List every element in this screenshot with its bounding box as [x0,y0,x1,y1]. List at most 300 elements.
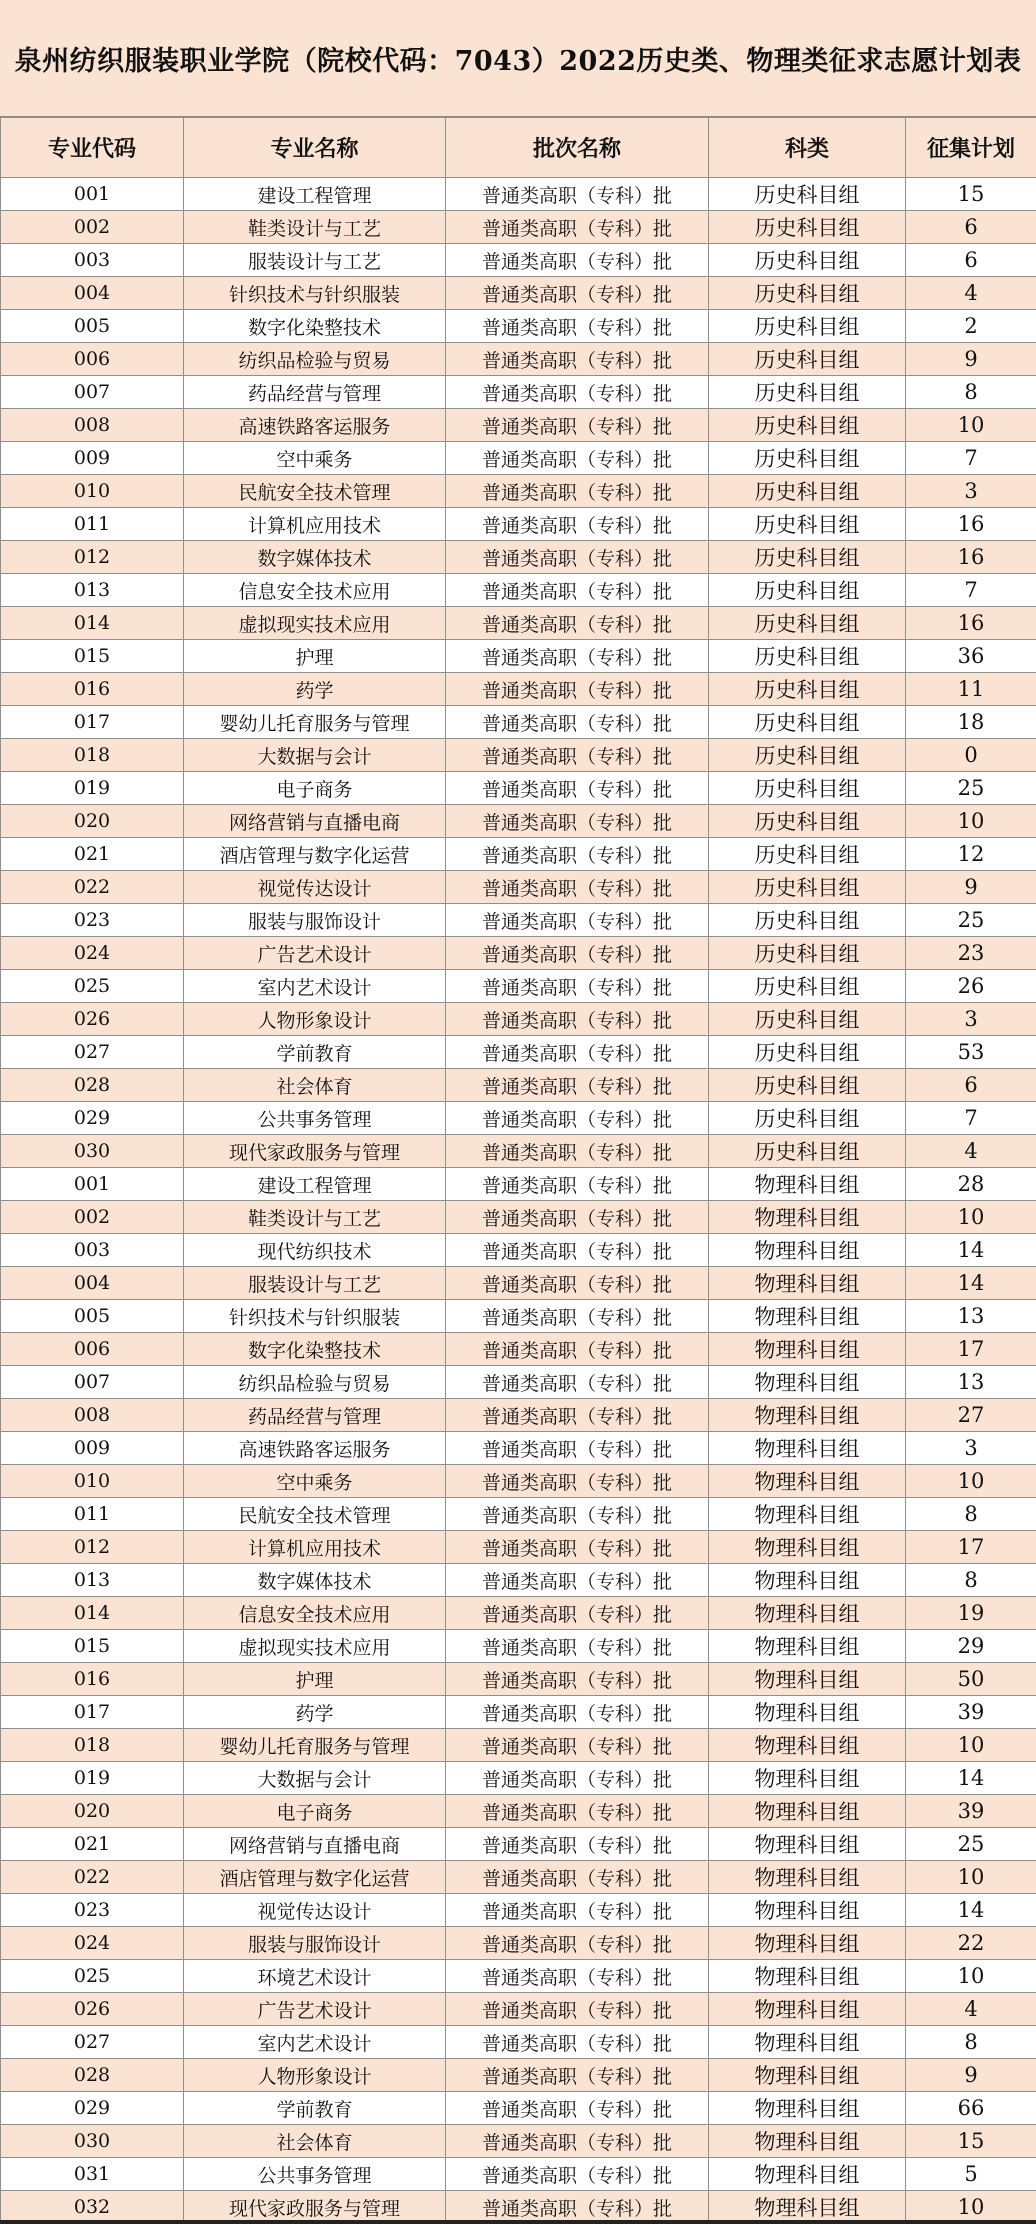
major-code-cell: 016 [1,1663,184,1696]
subject-category-cell: 物理科目组 [709,1168,906,1201]
major-name-cell: 服装设计与工艺 [184,1267,446,1300]
major-code-cell: 016 [1,673,184,706]
major-name-cell: 室内艺术设计 [184,2026,446,2059]
major-code-cell: 028 [1,2059,184,2092]
batch-name-cell: 普通类高职（专科）批 [446,1399,709,1432]
table-row [1,1894,1036,1927]
recruit-plan-cell: 53 [906,1036,1036,1069]
batch-name-cell: 普通类高职（专科）批 [446,376,709,409]
major-code-cell: 025 [1,1960,184,1993]
recruit-plan-cell: 50 [906,1663,1036,1696]
major-code-cell: 006 [1,343,184,376]
batch-name-cell: 普通类高职（专科）批 [446,937,709,970]
table-row [1,244,1036,277]
major-name-cell: 数字媒体技术 [184,541,446,574]
table-row [1,871,1036,904]
recruit-plan-cell: 29 [906,1630,1036,1663]
major-code-cell: 013 [1,574,184,607]
batch-name-cell: 普通类高职（专科）批 [446,1498,709,1531]
batch-name-cell: 普通类高职（专科）批 [446,1696,709,1729]
major-name-cell: 视觉传达设计 [184,871,446,904]
table-row [1,1267,1036,1300]
major-code-cell: 005 [1,310,184,343]
table-row [1,211,1036,244]
major-name-cell: 现代家政服务与管理 [184,1135,446,1168]
batch-name-cell: 普通类高职（专科）批 [446,1564,709,1597]
recruit-plan-cell: 14 [906,1894,1036,1927]
major-name-cell: 民航安全技术管理 [184,1498,446,1531]
subject-category-cell: 历史科目组 [709,706,906,739]
table-row [1,1960,1036,1993]
subject-category-cell: 物理科目组 [709,2125,906,2158]
major-name-cell: 高速铁路客运服务 [184,1432,446,1465]
table-row [1,2059,1036,2092]
batch-name-cell: 普通类高职（专科）批 [446,1168,709,1201]
recruit-plan-cell: 25 [906,1828,1036,1861]
table-row [1,1927,1036,1960]
recruit-plan-cell: 8 [906,1498,1036,1531]
recruit-plan-cell: 27 [906,1399,1036,1432]
major-code-cell: 017 [1,706,184,739]
batch-name-cell: 普通类高职（专科）批 [446,1036,709,1069]
table-row [1,409,1036,442]
recruit-plan-cell: 66 [906,2092,1036,2125]
major-code-cell: 003 [1,1234,184,1267]
recruit-plan-cell: 6 [906,1069,1036,1102]
recruit-plan-cell: 4 [906,277,1036,310]
batch-name-cell: 普通类高职（专科）批 [446,1135,709,1168]
major-name-cell: 信息安全技术应用 [184,1597,446,1630]
subject-category-cell: 历史科目组 [709,244,906,277]
batch-name-cell: 普通类高职（专科）批 [446,1432,709,1465]
recruit-plan-cell: 18 [906,706,1036,739]
batch-name-cell: 普通类高职（专科）批 [446,409,709,442]
major-code-cell: 023 [1,904,184,937]
recruit-plan-cell: 8 [906,2026,1036,2059]
table-header [1,118,1036,178]
major-name-cell: 电子商务 [184,1795,446,1828]
subject-category-cell: 历史科目组 [709,343,906,376]
major-code-cell: 029 [1,2092,184,2125]
recruit-plan-cell: 10 [906,1465,1036,1498]
batch-name-cell: 普通类高职（专科）批 [446,1828,709,1861]
batch-name-cell: 普通类高职（专科）批 [446,1300,709,1333]
batch-name-cell: 普通类高职（专科）批 [446,442,709,475]
recruit-plan-cell: 23 [906,937,1036,970]
batch-name-cell: 普通类高职（专科）批 [446,343,709,376]
major-name-cell: 服装设计与工艺 [184,244,446,277]
subject-category-cell: 物理科目组 [709,1960,906,1993]
batch-name-cell: 普通类高职（专科）批 [446,640,709,673]
major-name-cell: 高速铁路客运服务 [184,409,446,442]
plan-table [0,117,1036,2224]
batch-name-cell: 普通类高职（专科）批 [446,1201,709,1234]
major-code-cell: 024 [1,937,184,970]
major-name-cell: 环境艺术设计 [184,1960,446,1993]
header-batch-name: 批次名称 [446,118,709,178]
subject-category-cell: 历史科目组 [709,772,906,805]
recruit-plan-cell: 39 [906,1795,1036,1828]
recruit-plan-cell: 14 [906,1234,1036,1267]
subject-category-cell: 历史科目组 [709,508,906,541]
major-name-cell: 人物形象设计 [184,2059,446,2092]
major-code-cell: 014 [1,1597,184,1630]
table-row [1,673,1036,706]
table-row [1,310,1036,343]
table-row [1,1102,1036,1135]
table-row [1,1234,1036,1267]
batch-name-cell: 普通类高职（专科）批 [446,1762,709,1795]
subject-category-cell: 物理科目组 [709,1729,906,1762]
batch-name-cell: 普通类高职（专科）批 [446,970,709,1003]
major-code-cell: 009 [1,1432,184,1465]
major-code-cell: 027 [1,2026,184,2059]
table-row [1,1168,1036,1201]
major-code-cell: 012 [1,541,184,574]
recruit-plan-cell: 2 [906,310,1036,343]
major-name-cell: 纺织品检验与贸易 [184,1366,446,1399]
table-row [1,772,1036,805]
major-name-cell: 建设工程管理 [184,1168,446,1201]
table-row [1,1201,1036,1234]
recruit-plan-cell: 15 [906,178,1036,211]
batch-name-cell: 普通类高职（专科）批 [446,1927,709,1960]
major-code-cell: 001 [1,178,184,211]
major-name-cell: 数字化染整技术 [184,1333,446,1366]
major-code-cell: 030 [1,2125,184,2158]
recruit-plan-cell: 11 [906,673,1036,706]
subject-category-cell: 物理科目组 [709,1894,906,1927]
major-name-cell: 民航安全技术管理 [184,475,446,508]
major-name-cell: 空中乘务 [184,1465,446,1498]
subject-category-cell: 历史科目组 [709,178,906,211]
recruit-plan-cell: 9 [906,2059,1036,2092]
major-code-cell: 022 [1,871,184,904]
header-row [1,118,1036,178]
batch-name-cell: 普通类高职（专科）批 [446,574,709,607]
table-row [1,970,1036,1003]
major-code-cell: 032 [1,2191,184,2224]
subject-category-cell: 历史科目组 [709,475,906,508]
recruit-plan-cell: 12 [906,838,1036,871]
subject-category-cell: 物理科目组 [709,1861,906,1894]
recruit-plan-cell: 6 [906,244,1036,277]
table-row [1,376,1036,409]
major-code-cell: 022 [1,1861,184,1894]
major-name-cell: 学前教育 [184,1036,446,1069]
subject-category-cell: 物理科目组 [709,1828,906,1861]
table-row [1,937,1036,970]
recruit-plan-cell: 10 [906,1861,1036,1894]
recruit-plan-cell: 17 [906,1333,1036,1366]
major-code-cell: 018 [1,739,184,772]
major-code-cell: 026 [1,1993,184,2026]
subject-category-cell: 历史科目组 [709,1069,906,1102]
major-code-cell: 031 [1,2158,184,2191]
batch-name-cell: 普通类高职（专科）批 [446,508,709,541]
recruit-plan-cell: 10 [906,409,1036,442]
batch-name-cell: 普通类高职（专科）批 [446,904,709,937]
header-major-name: 专业名称 [184,118,446,178]
major-name-cell: 针织技术与针织服装 [184,1300,446,1333]
batch-name-cell: 普通类高职（专科）批 [446,2158,709,2191]
subject-category-cell: 历史科目组 [709,739,906,772]
header-subject-category: 科类 [709,118,906,178]
major-code-cell: 013 [1,1564,184,1597]
subject-category-cell: 物理科目组 [709,1498,906,1531]
table-row [1,607,1036,640]
table-row [1,1399,1036,1432]
major-name-cell: 网络营销与直播电商 [184,1828,446,1861]
major-name-cell: 人物形象设计 [184,1003,446,1036]
major-code-cell: 003 [1,244,184,277]
table-row [1,2026,1036,2059]
recruit-plan-cell: 3 [906,1003,1036,1036]
table-row [1,1003,1036,1036]
major-code-cell: 027 [1,1036,184,1069]
major-code-cell: 019 [1,772,184,805]
recruit-plan-cell: 10 [906,1729,1036,1762]
subject-category-cell: 历史科目组 [709,1003,906,1036]
table-row [1,343,1036,376]
batch-name-cell: 普通类高职（专科）批 [446,211,709,244]
batch-name-cell: 普通类高职（专科）批 [446,838,709,871]
major-name-cell: 空中乘务 [184,442,446,475]
major-code-cell: 008 [1,409,184,442]
subject-category-cell: 历史科目组 [709,805,906,838]
subject-category-cell: 物理科目组 [709,1366,906,1399]
major-name-cell: 酒店管理与数字化运营 [184,1861,446,1894]
major-name-cell: 公共事务管理 [184,2158,446,2191]
batch-name-cell: 普通类高职（专科）批 [446,2059,709,2092]
major-code-cell: 004 [1,277,184,310]
subject-category-cell: 历史科目组 [709,1135,906,1168]
batch-name-cell: 普通类高职（专科）批 [446,541,709,574]
batch-name-cell: 普通类高职（专科）批 [446,1993,709,2026]
batch-name-cell: 普通类高职（专科）批 [446,1234,709,1267]
plan-table-container [0,117,1036,2224]
subject-category-cell: 历史科目组 [709,541,906,574]
batch-name-cell: 普通类高职（专科）批 [446,1465,709,1498]
batch-name-cell: 普通类高职（专科）批 [446,475,709,508]
major-name-cell: 护理 [184,1663,446,1696]
subject-category-cell: 物理科目组 [709,1993,906,2026]
subject-category-cell: 历史科目组 [709,1102,906,1135]
table-row [1,277,1036,310]
major-code-cell: 005 [1,1300,184,1333]
major-name-cell: 纺织品检验与贸易 [184,343,446,376]
major-code-cell: 018 [1,1729,184,1762]
subject-category-cell: 物理科目组 [709,2191,906,2224]
batch-name-cell: 普通类高职（专科）批 [446,1861,709,1894]
recruit-plan-cell: 25 [906,772,1036,805]
recruit-plan-cell: 14 [906,1762,1036,1795]
subject-category-cell: 历史科目组 [709,937,906,970]
major-name-cell: 学前教育 [184,2092,446,2125]
major-code-cell: 021 [1,838,184,871]
recruit-plan-cell: 8 [906,376,1036,409]
subject-category-cell: 历史科目组 [709,442,906,475]
table-row [1,2158,1036,2191]
header-major-code: 专业代码 [1,118,184,178]
major-code-cell: 009 [1,442,184,475]
recruit-plan-cell: 6 [906,211,1036,244]
batch-name-cell: 普通类高职（专科）批 [446,1663,709,1696]
major-name-cell: 电子商务 [184,772,446,805]
major-code-cell: 026 [1,1003,184,1036]
major-code-cell: 007 [1,376,184,409]
recruit-plan-cell: 36 [906,640,1036,673]
major-name-cell: 建设工程管理 [184,178,446,211]
recruit-plan-cell: 3 [906,475,1036,508]
batch-name-cell: 普通类高职（专科）批 [446,1795,709,1828]
recruit-plan-cell: 15 [906,2125,1036,2158]
major-name-cell: 计算机应用技术 [184,508,446,541]
major-name-cell: 服装与服饰设计 [184,1927,446,1960]
table-row [1,1762,1036,1795]
subject-category-cell: 物理科目组 [709,1399,906,1432]
batch-name-cell: 普通类高职（专科）批 [446,805,709,838]
major-name-cell: 虚拟现实技术应用 [184,1630,446,1663]
subject-category-cell: 物理科目组 [709,1465,906,1498]
subject-category-cell: 物理科目组 [709,2158,906,2191]
table-row [1,1597,1036,1630]
table-row [1,1729,1036,1762]
recruit-plan-cell: 10 [906,805,1036,838]
table-row [1,1036,1036,1069]
recruit-plan-cell: 26 [906,970,1036,1003]
subject-category-cell: 历史科目组 [709,574,906,607]
major-code-cell: 001 [1,1168,184,1201]
subject-category-cell: 物理科目组 [709,1795,906,1828]
subject-category-cell: 物理科目组 [709,1927,906,1960]
recruit-plan-cell: 7 [906,1102,1036,1135]
header-recruit-plan: 征集计划 [906,118,1036,178]
subject-category-cell: 物理科目组 [709,2092,906,2125]
major-name-cell: 药学 [184,673,446,706]
batch-name-cell: 普通类高职（专科）批 [446,706,709,739]
major-code-cell: 017 [1,1696,184,1729]
table-row [1,541,1036,574]
table-row [1,1531,1036,1564]
table-row [1,574,1036,607]
major-name-cell: 数字化染整技术 [184,310,446,343]
recruit-plan-cell: 5 [906,2158,1036,2191]
major-name-cell: 公共事务管理 [184,1102,446,1135]
subject-category-cell: 物理科目组 [709,1564,906,1597]
recruit-plan-cell: 25 [906,904,1036,937]
major-name-cell: 婴幼儿托育服务与管理 [184,1729,446,1762]
table-row [1,1564,1036,1597]
recruit-plan-cell: 13 [906,1300,1036,1333]
major-name-cell: 鞋类设计与工艺 [184,1201,446,1234]
major-name-cell: 针织技术与针织服装 [184,277,446,310]
table-row [1,508,1036,541]
table-row [1,1630,1036,1663]
major-name-cell: 服装与服饰设计 [184,904,446,937]
major-name-cell: 护理 [184,640,446,673]
table-row [1,1300,1036,1333]
table-row [1,1696,1036,1729]
subject-category-cell: 历史科目组 [709,838,906,871]
batch-name-cell: 普通类高职（专科）批 [446,673,709,706]
batch-name-cell: 普通类高职（专科）批 [446,178,709,211]
major-name-cell: 婴幼儿托育服务与管理 [184,706,446,739]
table-row [1,838,1036,871]
batch-name-cell: 普通类高职（专科）批 [446,739,709,772]
page-title: 泉州纺织服装职业学院（院校代码：7043）2022历史类、物理类征求志愿计划表 [14,45,1022,77]
major-name-cell: 社会体育 [184,2125,446,2158]
recruit-plan-cell: 14 [906,1267,1036,1300]
major-name-cell: 药品经营与管理 [184,1399,446,1432]
major-name-cell: 虚拟现实技术应用 [184,607,446,640]
recruit-plan-cell: 10 [906,2191,1036,2224]
major-code-cell: 021 [1,1828,184,1861]
major-name-cell: 大数据与会计 [184,739,446,772]
batch-name-cell: 普通类高职（专科）批 [446,871,709,904]
batch-name-cell: 普通类高职（专科）批 [446,310,709,343]
major-name-cell: 网络营销与直播电商 [184,805,446,838]
recruit-plan-cell: 16 [906,508,1036,541]
major-code-cell: 028 [1,1069,184,1102]
batch-name-cell: 普通类高职（专科）批 [446,1003,709,1036]
subject-category-cell: 历史科目组 [709,871,906,904]
major-name-cell: 大数据与会计 [184,1762,446,1795]
major-name-cell: 现代家政服务与管理 [184,2191,446,2224]
batch-name-cell: 普通类高职（专科）批 [446,1333,709,1366]
major-code-cell: 008 [1,1399,184,1432]
major-code-cell: 002 [1,211,184,244]
batch-name-cell: 普通类高职（专科）批 [446,607,709,640]
batch-name-cell: 普通类高职（专科）批 [446,244,709,277]
batch-name-cell: 普通类高职（专科）批 [446,2026,709,2059]
batch-name-cell: 普通类高职（专科）批 [446,1069,709,1102]
major-code-cell: 002 [1,1201,184,1234]
batch-name-cell: 普通类高职（专科）批 [446,1894,709,1927]
table-row [1,178,1036,211]
subject-category-cell: 物理科目组 [709,2059,906,2092]
major-code-cell: 020 [1,805,184,838]
subject-category-cell: 历史科目组 [709,904,906,937]
major-name-cell: 数字媒体技术 [184,1564,446,1597]
recruit-plan-cell: 7 [906,442,1036,475]
recruit-plan-cell: 9 [906,871,1036,904]
major-name-cell: 药品经营与管理 [184,376,446,409]
major-name-cell: 广告艺术设计 [184,937,446,970]
batch-name-cell: 普通类高职（专科）批 [446,1630,709,1663]
major-code-cell: 010 [1,1465,184,1498]
subject-category-cell: 历史科目组 [709,607,906,640]
subject-category-cell: 物理科目组 [709,1762,906,1795]
major-name-cell: 药学 [184,1696,446,1729]
subject-category-cell: 物理科目组 [709,1663,906,1696]
major-code-cell: 020 [1,1795,184,1828]
batch-name-cell: 普通类高职（专科）批 [446,772,709,805]
major-code-cell: 011 [1,1498,184,1531]
major-code-cell: 025 [1,970,184,1003]
table-row [1,1795,1036,1828]
major-name-cell: 酒店管理与数字化运营 [184,838,446,871]
table-row [1,1432,1036,1465]
title-banner [0,0,1036,117]
batch-name-cell: 普通类高职（专科）批 [446,1531,709,1564]
major-code-cell: 015 [1,1630,184,1663]
major-name-cell: 计算机应用技术 [184,1531,446,1564]
batch-name-cell: 普通类高职（专科）批 [446,1366,709,1399]
major-name-cell: 视觉传达设计 [184,1894,446,1927]
table-row [1,1069,1036,1102]
table-row [1,475,1036,508]
